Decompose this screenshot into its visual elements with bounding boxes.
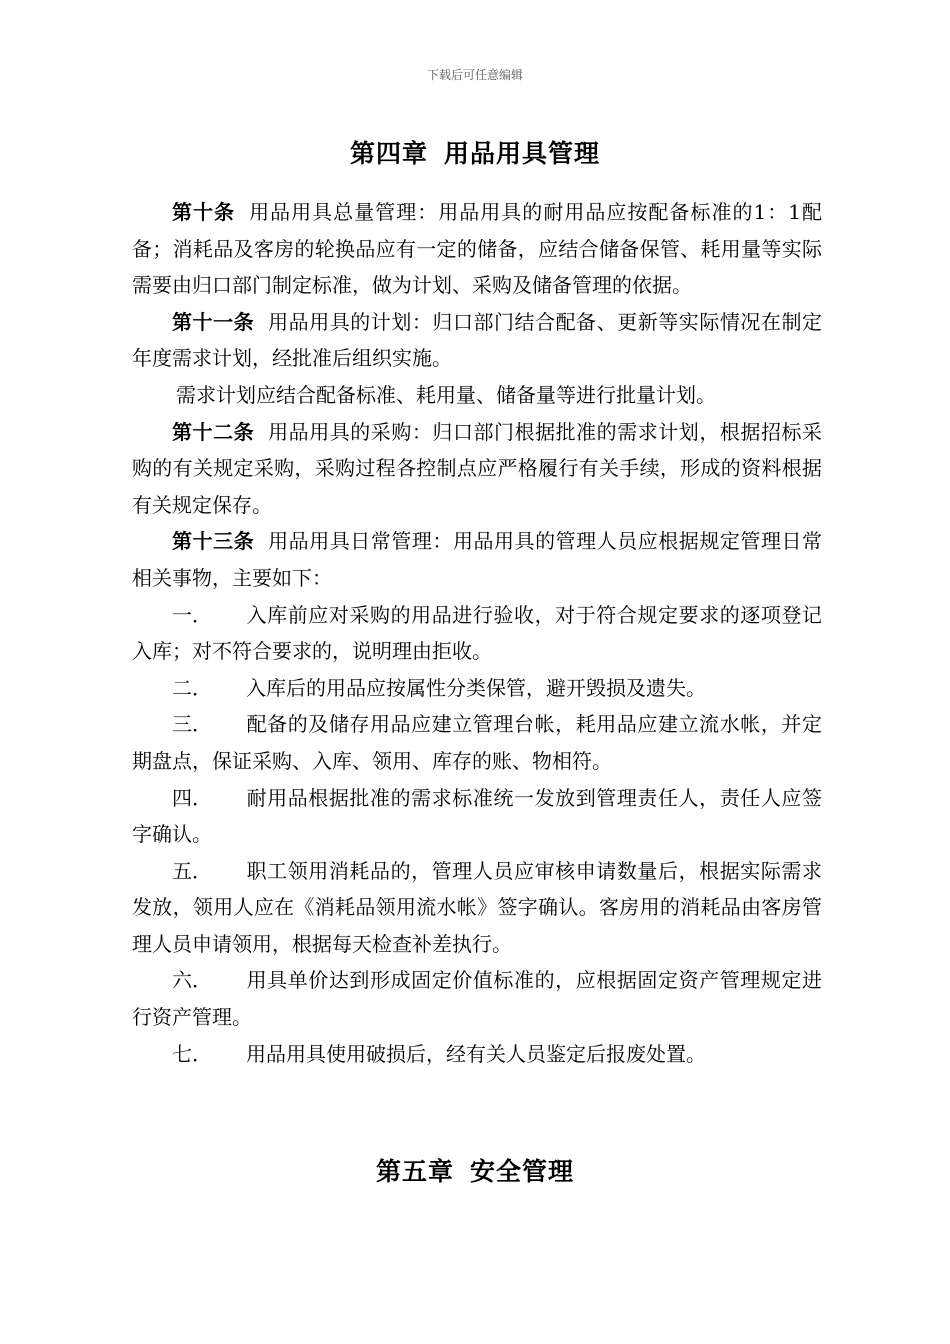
list-item xyxy=(132,597,822,670)
article-label: 第十二条 xyxy=(172,419,255,444)
list-item xyxy=(132,706,822,779)
article-13 xyxy=(132,523,822,596)
list-item-text: 入库后的用品应按属性分类保管，避开毁损及遗失。 xyxy=(246,675,706,700)
list-item-text: 耐用品根据批准的需求标准统一发放到管理责任人，责任人应签字确认。 xyxy=(132,785,822,847)
chapter-4-title xyxy=(0,134,950,170)
chapter-4-body xyxy=(132,194,822,1072)
list-item-text: 用具单价达到形成固定价值标准的，应根据固定资产管理规定进行资产管理。 xyxy=(132,968,822,1030)
article-text: 用品用具日常管理：用品用具的管理人员应根据规定管理日常相关事物，主要如下： xyxy=(132,529,823,590)
header-note: 下载后可任意编辑 xyxy=(426,68,523,82)
list-item-text: 职工领用消耗品的，管理人员应审核申请数量后，根据实际需求发放，领用人应在《消耗品领用流水帐》签字确认。客房用的消耗品由客房管理人员申请领用，根据每天检查补差执行。 xyxy=(132,858,822,956)
list-item-number: 六． xyxy=(172,968,212,993)
article-text: 用品用具的采购：归口部门根据批准的需求计划，根据招标采购的有关规定采购，采购过程各控制点应严格履行有关手续，形成的资料根据有关规定保存。 xyxy=(132,419,823,517)
article-label: 第十一条 xyxy=(172,309,255,334)
article-label: 第十条 xyxy=(172,200,236,224)
list-item-number: 五． xyxy=(172,858,212,883)
list-item-text: 用品用具使用破损后，经有关人员鉴定后报废处置。 xyxy=(246,1041,706,1066)
list-item xyxy=(132,1036,822,1073)
plain-paragraph: 需求计划应结合配备标准、耗用量、储备量等进行批量计划。 xyxy=(176,382,716,407)
chapter-5-label: 第五章 xyxy=(375,1157,454,1186)
chapter-5-name: 安全管理 xyxy=(470,1157,575,1186)
list-item xyxy=(132,962,822,1035)
list-item xyxy=(132,780,822,853)
article-12 xyxy=(132,414,822,524)
list-item-text: 配备的及储存用品应建立管理台帐，耗用品应建立流水帐，并定期盘点，保证采购、入库、领用、库存的账、物相符。 xyxy=(132,712,822,773)
article-text: 用品用具总量管理：用品用具的耐用品应按配备标准的1：1配备；消耗品及客房的轮换品应有一定的储备，应结合储备保管、耗用量等实际需要由归口部门制定标准，做为计划、采购及储备管理的依据。 xyxy=(132,200,823,298)
list-item-text: 入库前应对采购的用品进行验收，对于符合规定要求的逐项登记入库；对不符合要求的，说明理由拒收。 xyxy=(132,602,822,664)
chapter-4-name: 用品用具管理 xyxy=(444,139,601,168)
list-item-number: 三． xyxy=(172,712,212,737)
list-item xyxy=(132,853,822,963)
list-item-number: 一． xyxy=(172,602,212,627)
list-item-number: 二． xyxy=(172,675,212,700)
chapter-4-label: 第四章 xyxy=(349,139,428,168)
article-10 xyxy=(132,194,822,304)
article-11 xyxy=(132,304,822,377)
list-item-number: 七． xyxy=(172,1041,212,1066)
list-item-number: 四． xyxy=(172,785,212,810)
list-item xyxy=(132,670,822,707)
article-label: 第十三条 xyxy=(172,529,255,554)
chapter-5-title xyxy=(0,1152,950,1188)
article-text: 用品用具的计划：归口部门结合配备、更新等实际情况在制定年度需求计划，经批准后组织实施。 xyxy=(132,309,823,371)
